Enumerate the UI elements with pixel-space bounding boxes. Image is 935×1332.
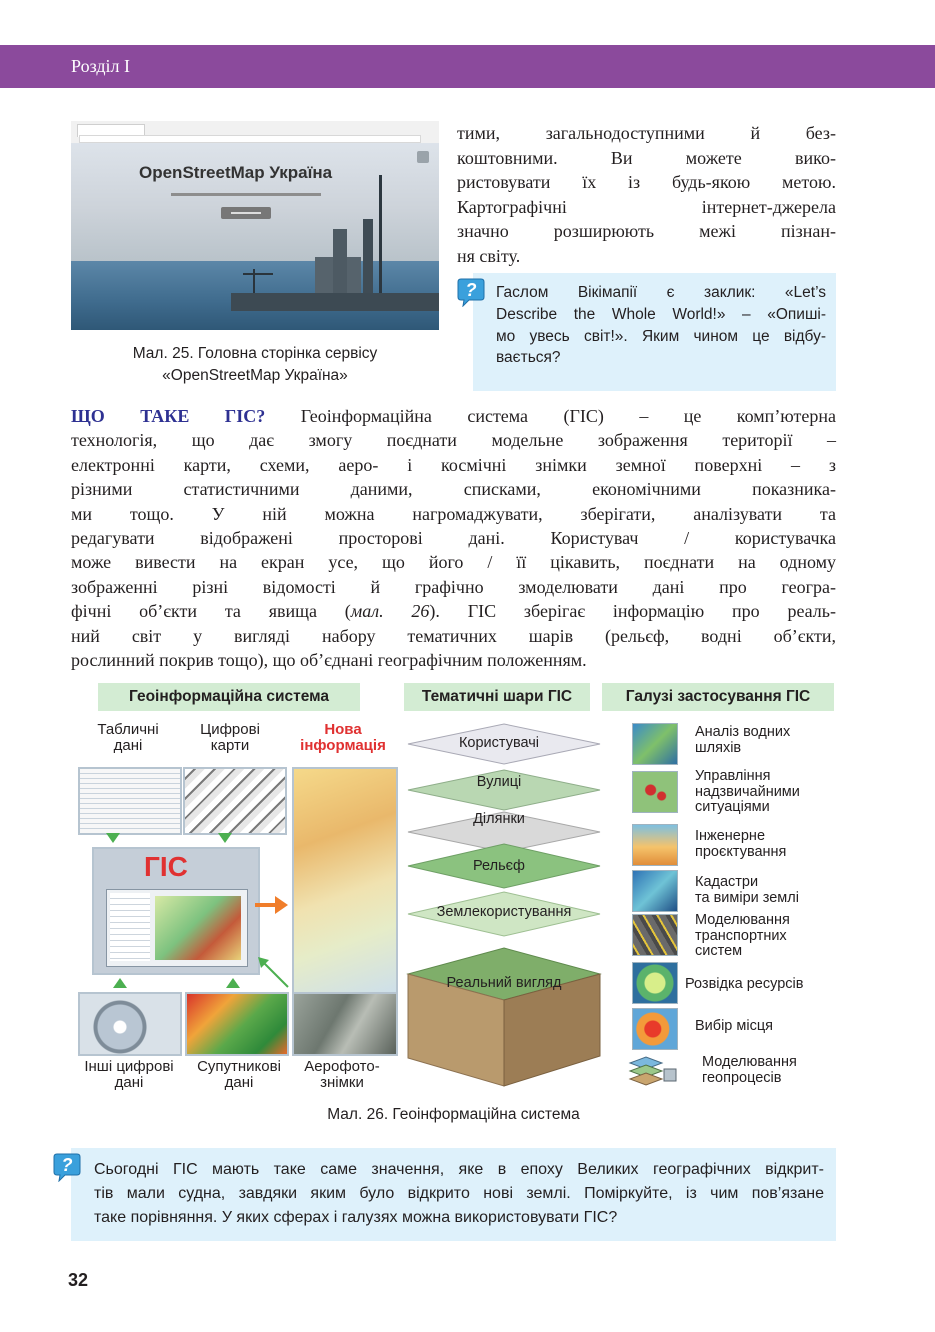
text-line: Картографічні інтернет-джерела — [457, 196, 836, 217]
paragraph-text: фічні об’єкти та явища ( — [71, 601, 351, 622]
caption-line: «OpenStreetMap Україна» — [162, 367, 348, 384]
label-aerial-photos: Аерофото- знімки — [304, 1058, 380, 1091]
app-cadastre: Кадастри та виміри землі — [695, 874, 799, 906]
paragraph-lead: ЩО ТАКЕ ГІС? — [71, 406, 266, 426]
label-satellite-data: Супутникові дані — [197, 1058, 281, 1091]
section-title: Розділ I — [71, 56, 130, 76]
gis-label: ГІС — [144, 851, 188, 882]
engineering-icon — [632, 824, 678, 866]
waterways-icon — [632, 723, 678, 765]
paragraph-line: зображенні різні відомості й графічно змоделювати дані про геогра- — [71, 576, 836, 597]
question-mark-icon — [53, 1152, 81, 1182]
gis-window — [106, 889, 248, 967]
arrow-down-icon — [106, 833, 120, 843]
transport-icon — [632, 914, 678, 956]
paragraph-line: може вивести на екран усе, що його / її цікавить, поєднати на одному — [71, 552, 836, 573]
layer-relief: Рельєф — [473, 858, 525, 874]
arrow-up-icon — [226, 978, 240, 988]
question-line: Гаслом Вікімапії є заклик: «Let’s — [496, 284, 826, 301]
paragraph-line: рослинний покрив тощо), що об’єднані географічним положенням. — [71, 650, 587, 671]
cadastre-icon — [632, 870, 678, 912]
figure-reference: мал. 26 — [350, 601, 430, 622]
question-line: тів мали судна, завдяки яким було відкрито нові землі. Поміркуйте, із чим пов’язане — [94, 1185, 824, 1202]
label-other-digital-data: Інші цифрові дані — [84, 1058, 174, 1091]
svg-text:?: ? — [465, 280, 477, 300]
layer-users: Користувачі — [458, 735, 540, 751]
svg-text:?: ? — [61, 1155, 73, 1175]
question-line: Describe the Whole World!» – «Опиші- — [496, 305, 826, 323]
layer-land-use: Землекористування — [436, 904, 572, 920]
gis-screen — [92, 847, 260, 975]
paragraph-line: ми тощо. У ній можна нагромаджувати, зберігати, аналізувати та — [71, 503, 836, 524]
paragraph-line: редагувати відображені просторові дані. Користувач / користувачка — [71, 528, 836, 549]
page-number: 32 — [68, 1270, 89, 1290]
app-geoprocesses: Моделювання геопроцесів — [702, 1054, 797, 1086]
band-layers: Тематичні шари ГІС — [404, 683, 590, 711]
site-selection-icon — [632, 1008, 678, 1050]
other-digital-data-thumbnail — [78, 992, 182, 1056]
text-line: ристовувати їх із будь-якою метою. — [457, 172, 836, 192]
question-line: таке порівняння. У яких сферах і галузях можна використовувати ГІС? — [94, 1209, 618, 1226]
satellite-data-thumbnail — [185, 992, 289, 1056]
app-site-selection: Вибір місця — [695, 1018, 773, 1034]
app-transport: Моделювання транспортних систем — [695, 912, 790, 959]
arrow-diagonal-icon — [256, 955, 292, 991]
paragraph-line: ний світ у вигляді набору тематичних шарів (рельєф, водні об’єкти, — [71, 625, 836, 646]
label-new-information: Нова інформація — [300, 721, 386, 754]
layer-real-view: Реальний вигляд — [446, 975, 562, 991]
question-text — [94, 1158, 824, 1230]
question-box-2 — [71, 1148, 836, 1241]
tabular-data-thumbnail — [78, 767, 182, 835]
arrow-right-icon — [255, 893, 291, 917]
paragraph-line: різними статистичними даними, списками, економічними показника- — [71, 479, 836, 500]
paragraph-line: технологія, що дає змогу поєднати модельне зображення території – — [71, 430, 836, 451]
layer-plots: Ділянки — [473, 811, 525, 827]
paragraph-line: електронні карти, схеми, аеро- і космічні знімки земної поверхні – з — [71, 454, 836, 475]
text-line: тими, загальнодоступними й без- — [457, 123, 836, 143]
text-line: значно розширюють межі пізнан- — [457, 221, 836, 241]
aerial-photo-thumbnail — [292, 992, 398, 1056]
question-line: вається? — [496, 349, 561, 367]
app-engineering: Інженерне проєктування — [695, 828, 787, 860]
text-line: коштовними. Ви можете вико- — [457, 147, 836, 168]
digital-map-thumbnail — [183, 767, 287, 835]
arrow-down-icon — [218, 833, 232, 843]
osm-site-title: OpenStreetMap Україна — [139, 163, 333, 182]
app-resources: Розвідка ресурсів — [685, 976, 804, 992]
arrow-up-icon — [113, 978, 127, 988]
text-line: ня світу. — [457, 245, 521, 266]
label-tabular-data: Табличні дані — [97, 721, 159, 754]
resources-icon — [632, 962, 678, 1004]
layer-streets: Вулиці — [476, 774, 522, 790]
band-gis: Геоінформаційна система — [98, 683, 360, 711]
geoprocess-icon — [624, 1053, 680, 1089]
figure26-caption: Мал. 26. Геоінформаційна система — [327, 1106, 580, 1123]
label-digital-maps: Цифрові карти — [200, 721, 260, 754]
question-line: мо увесь світ!». Яким чином це відбу- — [496, 327, 826, 345]
paragraph-text: Геоінформаційна система (ГІС) – це комп’ютерна — [265, 406, 836, 426]
paragraph-text: ). ГІС зберігає інформацію про реаль- — [429, 601, 836, 622]
question-line: Сьогодні ГІС мають таке саме значення, яке в епоху Великих географічних відкрит- — [94, 1161, 824, 1178]
app-emergency: Управління надзвичайними ситуаціями — [695, 768, 800, 815]
app-waterways: Аналіз водних шляхів — [695, 724, 791, 756]
band-applications: Галузі застосування ГІС — [602, 683, 834, 711]
emergency-management-icon — [632, 771, 678, 813]
caption-line: Мал. 25. Головна сторінка сервісу — [132, 345, 378, 362]
